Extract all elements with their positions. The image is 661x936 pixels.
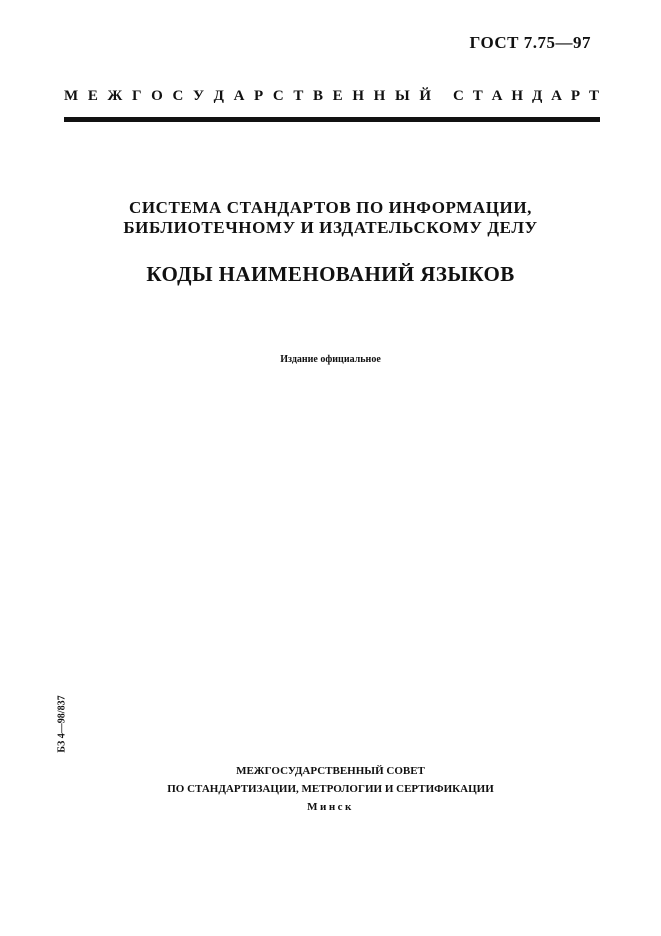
publication-city: Минск	[307, 801, 354, 813]
council-line-2: ПО СТАНДАРТИЗАЦИИ, МЕТРОЛОГИИ И СЕРТИФИКАЦИИ	[167, 783, 494, 795]
standard-number: ГОСТ 7.75—97	[469, 33, 591, 52]
edition-label: Издание официальное	[280, 354, 381, 365]
standards-system-heading	[0, 198, 661, 238]
interstate-standard-banner	[64, 88, 599, 105]
header-rule	[64, 117, 600, 122]
standard-word: С Т А Н Д А Р Т	[453, 88, 599, 104]
publication-code: БЗ 4—98/837	[56, 695, 68, 753]
document-title: КОДЫ НАИМЕНОВАНИЙ ЯЗЫКОВ	[146, 262, 515, 286]
system-line-2: БИБЛИОТЕЧНОМУ И ИЗДАТЕЛЬСКОМУ ДЕЛУ	[123, 218, 538, 237]
publisher-block	[0, 762, 661, 816]
system-line-1: СИСТЕМА СТАНДАРТОВ ПО ИНФОРМАЦИИ,	[128, 198, 533, 217]
interstate-word: М Е Ж Г О С У Д А Р С Т В Е Н Н Ы Й	[64, 88, 431, 104]
council-line-1: МЕЖГОСУДАРСТВЕННЫЙ СОВЕТ	[236, 765, 425, 777]
